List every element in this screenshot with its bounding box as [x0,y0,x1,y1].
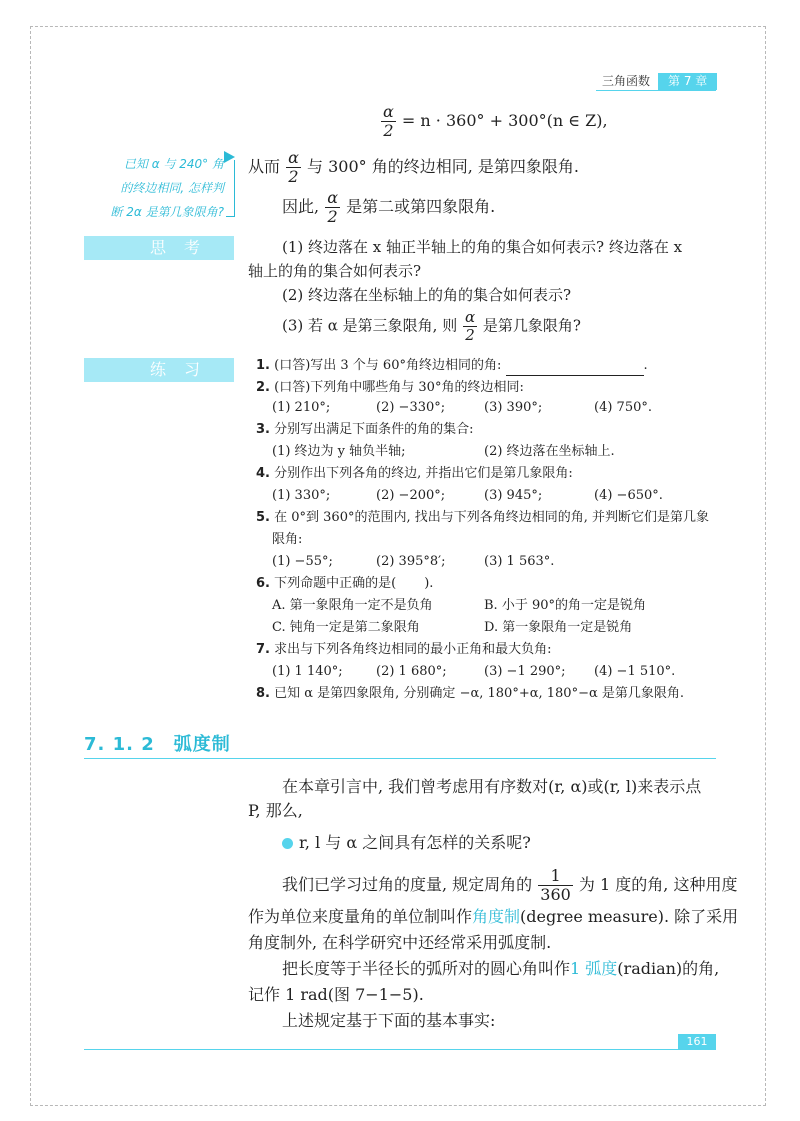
exercise-6: 6. 下列命题中正确的是( ). [256,576,434,591]
header-rule [596,90,716,91]
section-p5: 把长度等于半径长的弧所对的圆心角叫作1 弧度(radian)的角, [282,959,720,978]
exercise-5-line2: 限角: [272,532,303,547]
exercise-1: 1. (口答)写出 3 个与 60°角终边相同的角: . [256,356,648,376]
exercise-8: 8. 已知 α 是第四象限角, 分别确定 −α, 180°+α, 180°−α 是第几象限角. [256,686,684,701]
section-rule [84,758,716,759]
exercise-5: 5. 在 0°到 360°的范围内, 找出与下列各角终边相同的角, 并判断它们是第几象 [256,510,710,525]
exercise-5-options: (1) −55°; (2) 395°8′; (3) 1 563°. [272,554,555,569]
think-q1-line2: 轴上的角的集合如何表示? [248,262,422,280]
section-title: 7. 1. 2 弧度制 [84,734,231,755]
think-q2: (2) 终边落在坐标轴上的角的集合如何表示? [282,286,572,304]
header-section-title: 三角函数 [602,74,651,88]
exercise-6-options-row1: A. 第一象限角一定不是负角 B. 小于 90°的角一定是锐角 [272,598,646,613]
exercise-3: 3. 分别写出满足下面条件的角的集合: [256,422,474,437]
running-header [596,73,717,90]
section-p4: 角度制外, 在科学研究中还经常采用弧度制. [248,933,552,952]
section-p3: 作为单位来度量角的单位制叫作角度制(degree measure). 除了采用 [248,907,739,926]
keyword-degree-measure: 角度制 [472,907,521,926]
keyword-radian: 1 弧度 [570,959,618,978]
margin-note: 已知 α 与 240° 角 的终边相同, 怎样判 断 2α 是第几象限角? [110,157,224,219]
exercise-4: 4. 分别作出下列各角的终边, 并指出它们是第几象限角: [256,466,573,481]
equation-tail: = n · 360° + 300°(n ∈ Z), [401,111,608,130]
section-p6: 记作 1 rad(图 7−1−5). [248,985,424,1004]
section-p1-line2: P, 那么, [248,801,303,820]
page-number: 161 [678,1034,716,1050]
fraction-alpha-over-2: $\frac{\alpha}{2}$ [327,188,338,226]
section-p7: 上述规定基于下面的基本事实: [282,1011,496,1030]
exercise-2: 2. (口答)下列角中哪些角与 30°角的终边相同: [256,380,524,395]
fraction-alpha-over-2: $\frac{\alpha}{2}$ [383,102,394,140]
margin-note-bracket [226,160,235,217]
exercise-7: 7. 求出与下列各角终边相同的最小正角和最大负角: [256,642,552,657]
para-congruent: 从而 $\frac{\alpha}{2}$ 与 300° 角的终边相同, 是第四象限角. [248,148,579,186]
answer-blank [506,361,644,376]
bullet-dot-icon [282,838,293,849]
exercise-7-options: (1) 1 140°; (2) 1 680°; (3) −1 290°; (4) −1 510°. [272,664,676,679]
equation-line [380,104,608,139]
think-label-bar: 思考 [84,236,234,260]
exercise-2-options: (1) 210°; (2) −330°; (3) 390°; (4) 750°. [272,400,652,415]
fraction-alpha-over-2: $\frac{\alpha}{2}$ [288,148,299,186]
fraction-alpha-over-2: $\frac{\alpha}{2}$ [465,308,476,344]
practice-label-bar: 练习 [84,358,234,382]
think-q1-line1: (1) 终边落在 x 轴正半轴上的角的集合如何表示? 终边落在 x [282,238,683,256]
footer-rule [84,1049,678,1050]
section-p2: 我们已学习过角的度量, 规定周角的 $\frac{1}{360}$ 为 1 度的角, 这种用度 [282,866,738,904]
exercise-6-options-row2: C. 钝角一定是第二象限角 D. 第一象限角一定是锐角 [272,620,633,635]
fraction-1-over-360: $\frac{1}{360}$ [540,866,571,904]
section-p1-line1: 在本章引言中, 我们曾考虑用有序数对(r, α)或(r, l)来表示点 [282,777,702,796]
header-chapter-badge: 第 7 章 [658,73,717,90]
think-q3: (3) 若 α 是第三象限角, 则 $\frac{\alpha}{2}$ 是第几象限角? [282,308,581,344]
exercise-3-options: (1) 终边为 y 轴负半轴; (2) 终边落在坐标轴上. [272,444,615,459]
section-question: r, l 与 α 之间具有怎样的关系呢? [282,832,531,854]
para-therefore: 因此, $\frac{\alpha}{2}$ 是第二或第四象限角. [282,188,496,226]
exercise-4-options: (1) 330°; (2) −200°; (3) 945°; (4) −650°. [272,488,663,503]
flag-icon [224,151,235,163]
